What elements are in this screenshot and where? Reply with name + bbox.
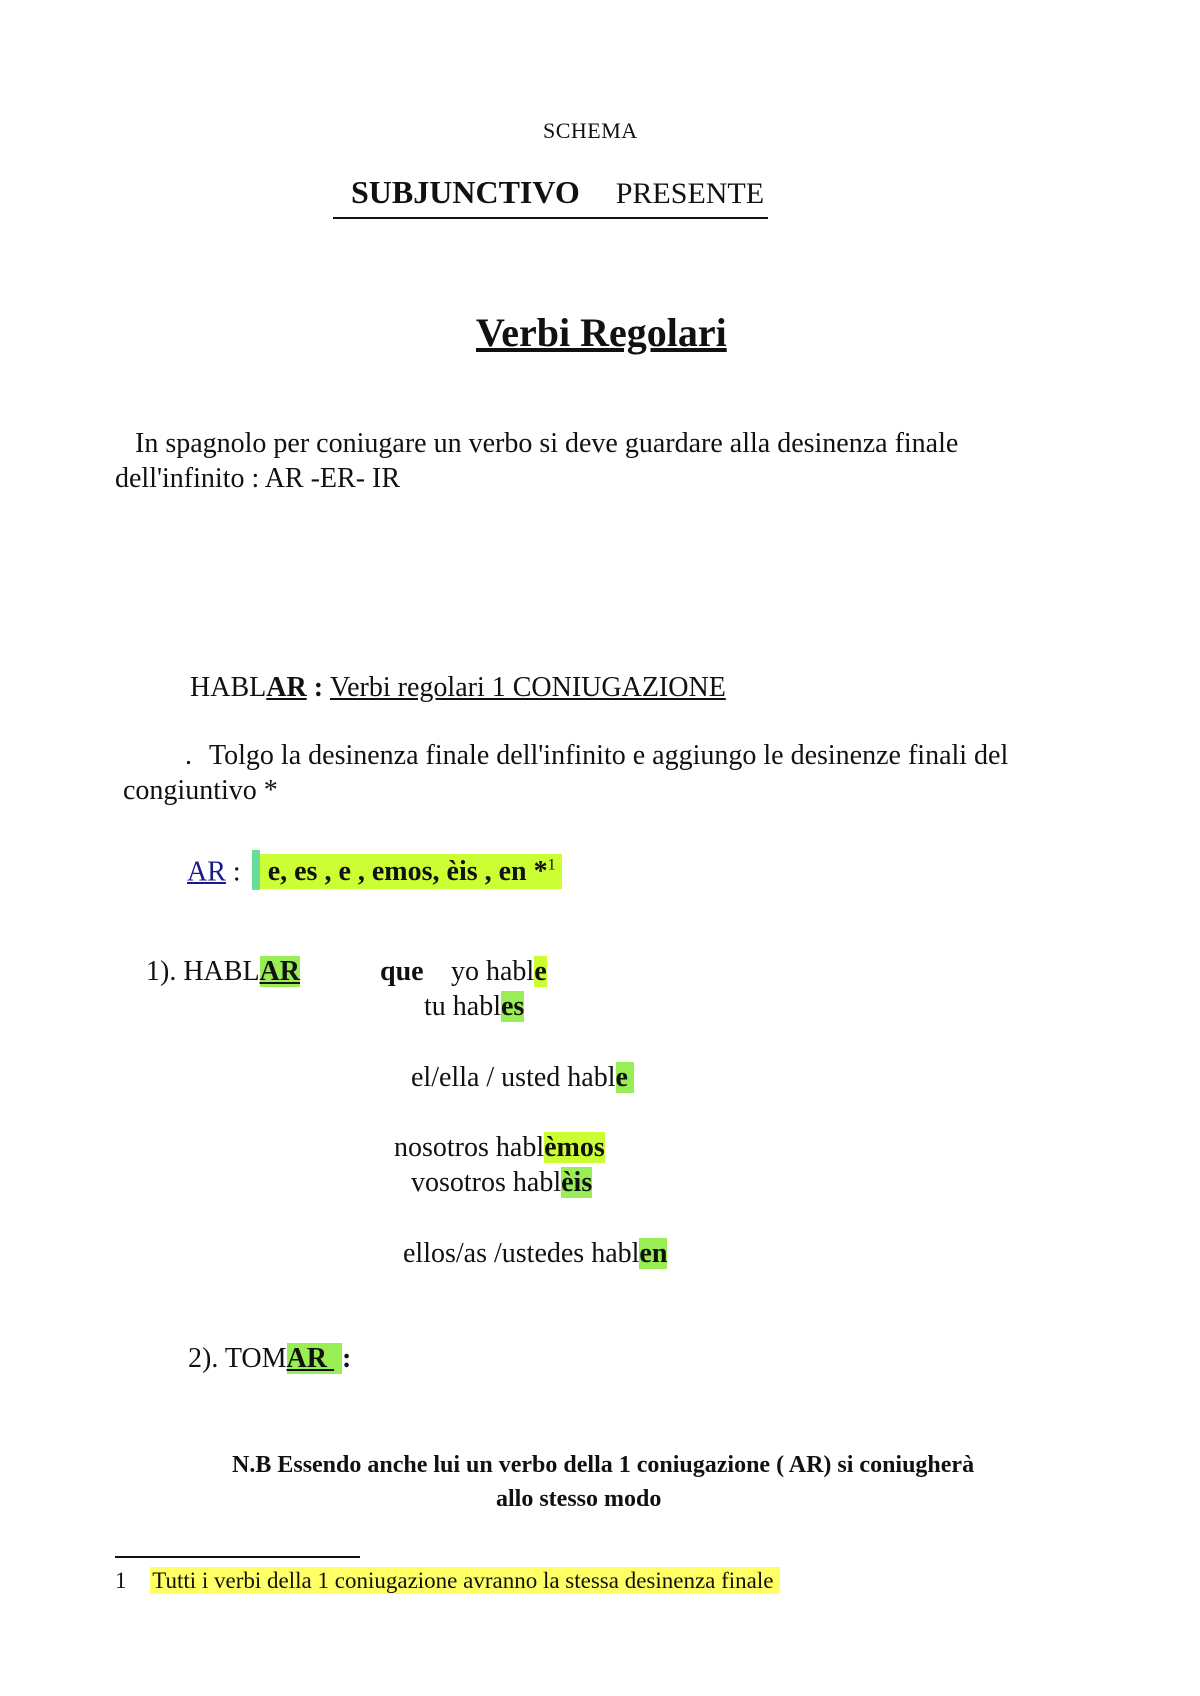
instruction-text: Tolgo la desinenza finale dell'infinito e aggiungo le desinenze finali del: [209, 740, 1009, 771]
example1-que: que: [380, 956, 424, 987]
page-title: [333, 174, 768, 219]
conjugation-row-vosotros: vosotros hablèis: [411, 1167, 593, 1198]
section-verb-stem: HABL: [190, 672, 267, 703]
subtitle: Verbi Regolari: [476, 310, 727, 355]
endings-colon: :: [225, 856, 248, 888]
endings-values: e, es , e , emos, èis , en *$^1$: [260, 854, 562, 889]
endings-label[interactable]: AR: [187, 856, 226, 888]
conjugation-row-usted: el/ella / usted hable: [411, 1062, 634, 1094]
section-colon: :: [306, 672, 331, 703]
schema-label: SCHEMA: [543, 118, 638, 143]
endings-marker: [252, 850, 260, 890]
instruction-line-2: congiuntivo *: [123, 775, 278, 806]
endings-line: [187, 848, 562, 890]
instruction-bullet: .: [185, 740, 192, 771]
footnote-reference[interactable]: 1: [547, 857, 556, 874]
conjugation-row-yo: yo hable: [451, 956, 547, 987]
title-secondary: PRESENTE: [615, 177, 765, 210]
section-heading-text: Verbi regolari 1 CONIUGAZIONE: [330, 672, 726, 703]
section-heading: [190, 672, 726, 704]
example1-number: 1). HABL: [146, 956, 260, 987]
conjugation-ending: èmos: [544, 1132, 605, 1163]
note-line-1: N.B Essendo anche lui un verbo della 1 coniugazione ( AR) si coniugherà: [232, 1452, 975, 1478]
footnote: [115, 1568, 780, 1594]
footnote-number: 1: [115, 1568, 127, 1593]
conjugation-row-tu: tu hables: [424, 991, 525, 1022]
conjugation-ending: e: [534, 956, 547, 987]
example2-colon: :: [342, 1343, 352, 1374]
note-line-2: allo stesso modo: [496, 1486, 662, 1512]
conjugation-ending: èis: [561, 1167, 593, 1198]
instruction-line-1: [185, 740, 1008, 772]
footnote-text: Tutti i verbi della 1 coniugazione avranno la stessa desinenza finale: [150, 1567, 779, 1594]
intro-line-1: In spagnolo per coniugare un verbo si deve guardare alla desinenza finale: [135, 428, 959, 459]
example2-number: 2). TOM: [188, 1343, 287, 1374]
conjugation-ending: e: [616, 1062, 634, 1093]
title-main: SUBJUNCTIVO: [351, 174, 580, 210]
conjugation-ending: es: [501, 991, 525, 1022]
section-verb-ending: AR: [266, 672, 307, 703]
example1-verb: [146, 956, 300, 988]
conjugation-row-nosotros: nosotros hablèmos: [394, 1132, 605, 1163]
footnote-separator: [115, 1556, 360, 1558]
example2-ending: AR: [287, 1343, 342, 1374]
conjugation-ending: en: [639, 1238, 668, 1269]
intro-line-2: dell'infinito : AR -ER- IR: [115, 463, 401, 494]
example2-verb: [188, 1343, 351, 1375]
conjugation-row-ellos: ellos/as /ustedes hablen: [403, 1238, 668, 1269]
example1-ending: AR: [259, 956, 300, 987]
